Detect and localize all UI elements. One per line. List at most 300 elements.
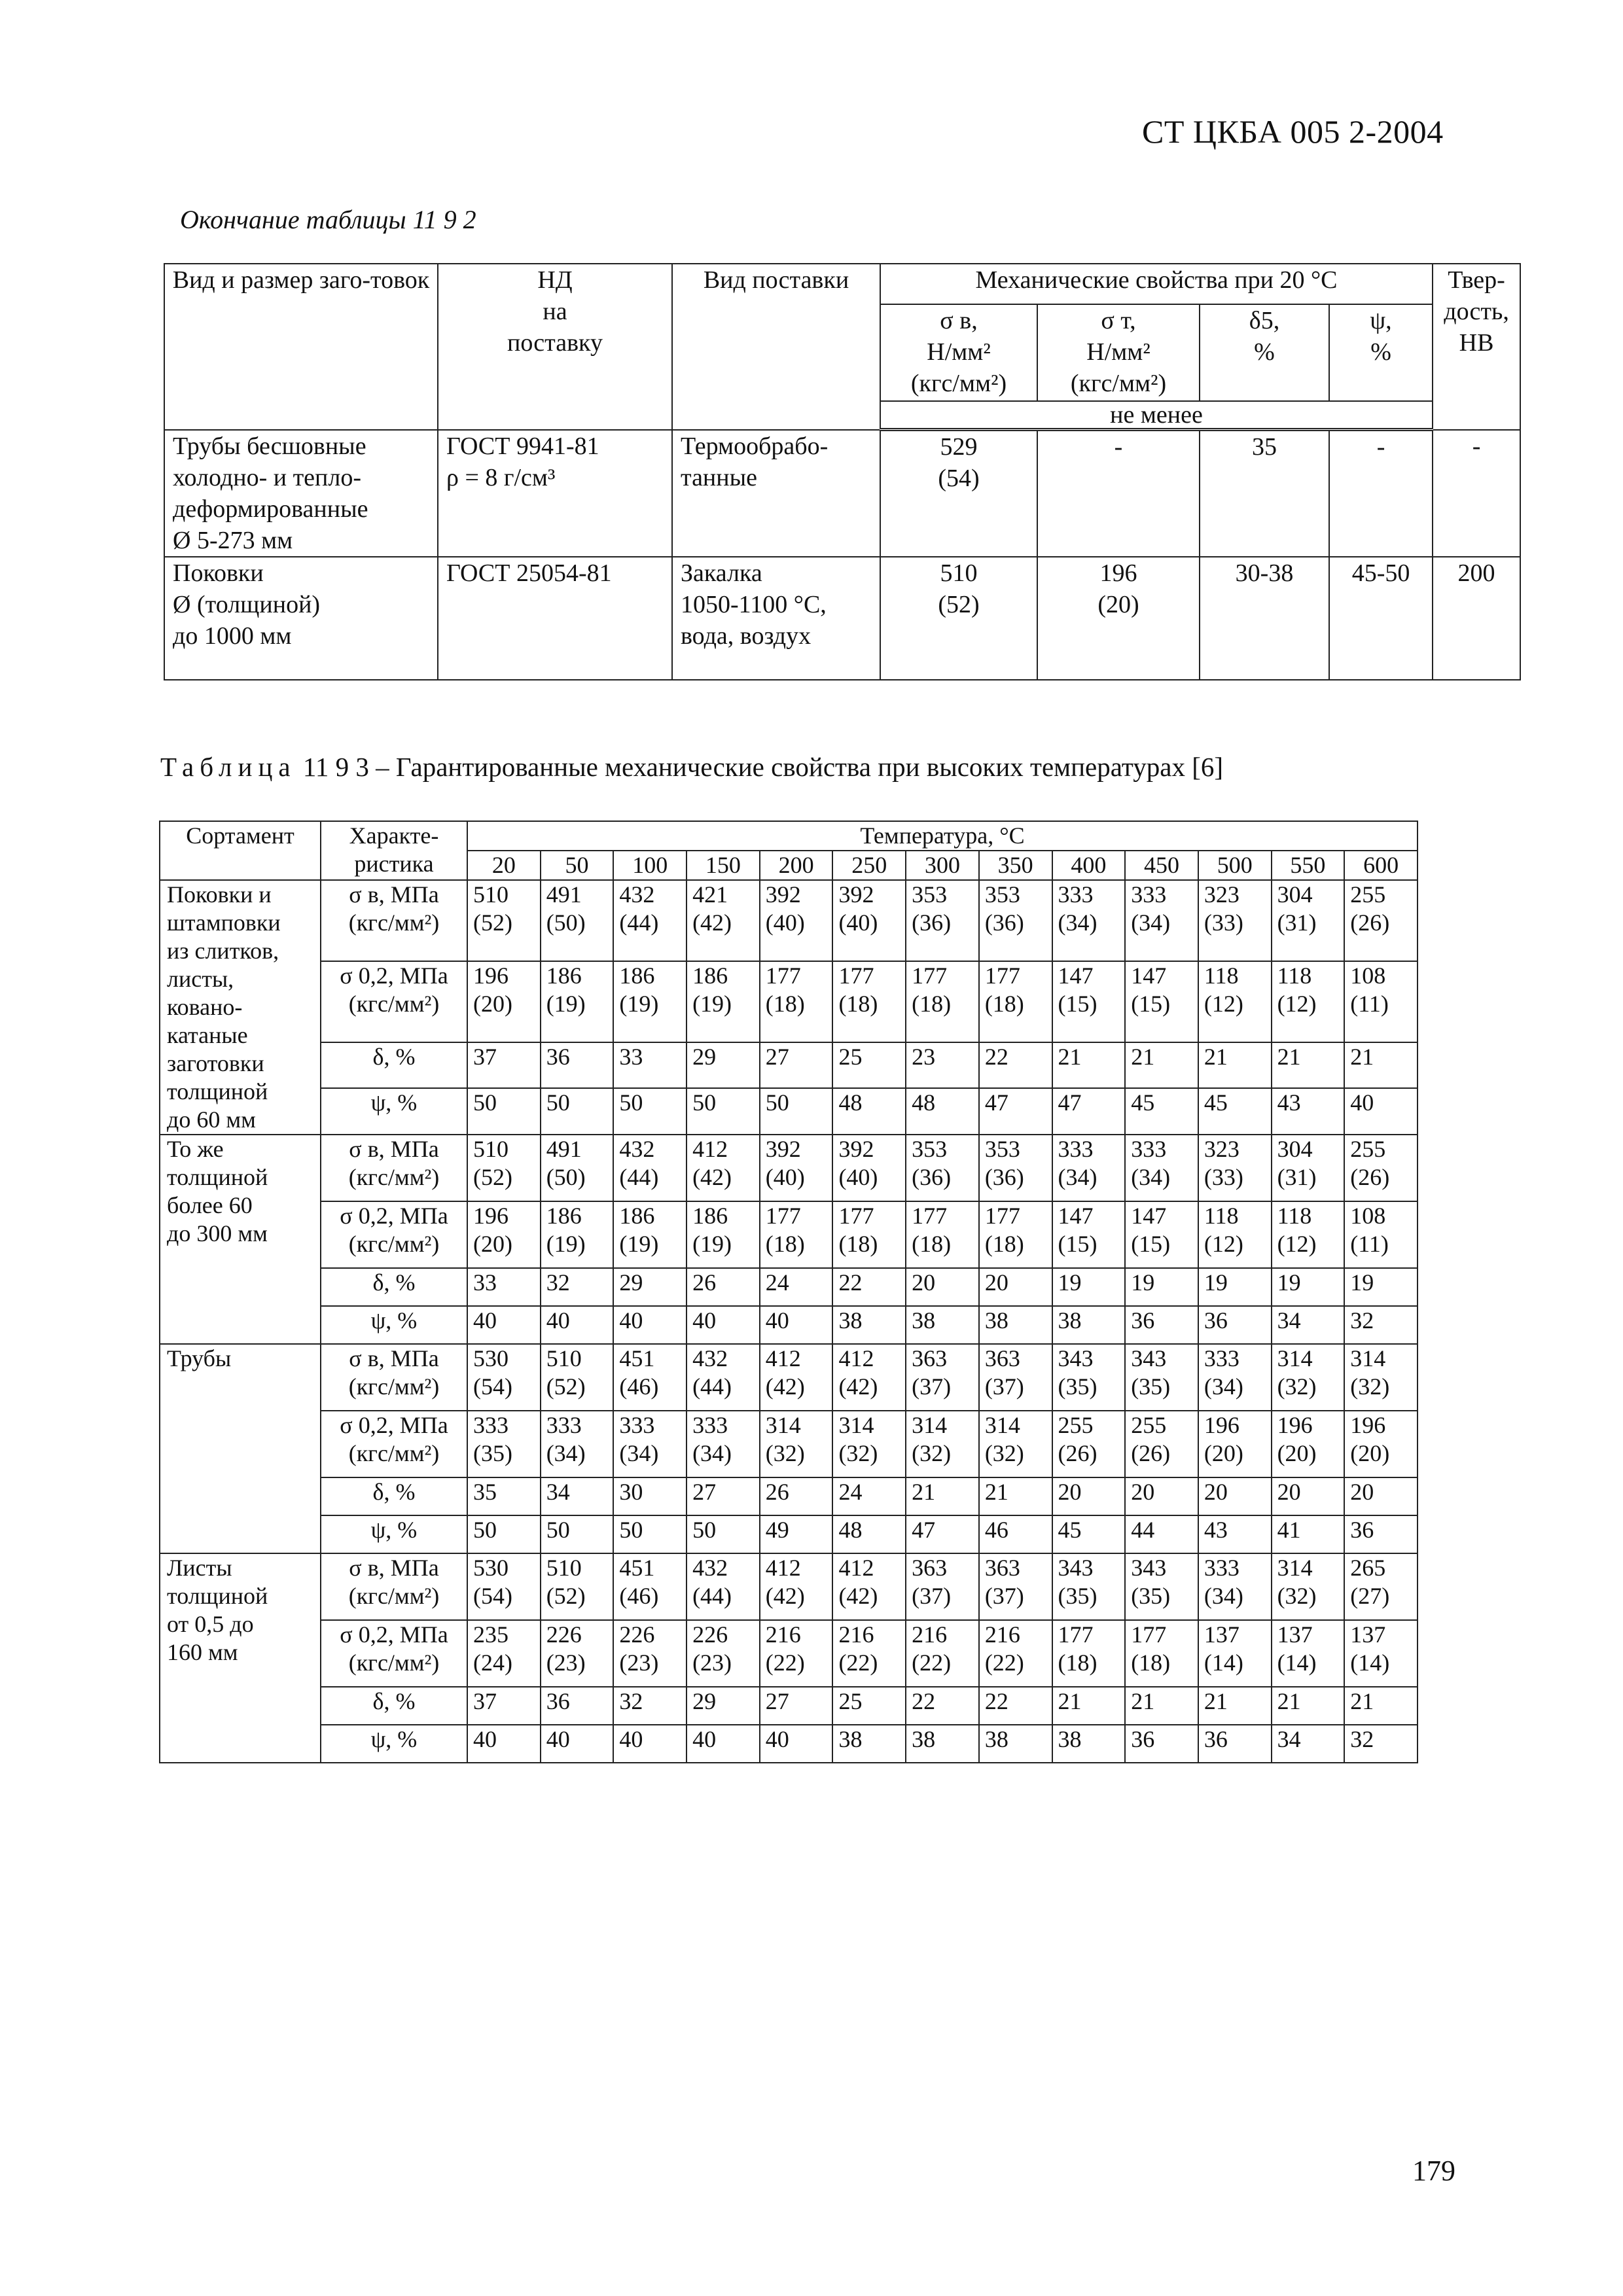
- value-line: 40: [1350, 1089, 1374, 1116]
- value-line: 45: [1058, 1517, 1082, 1543]
- value-line: 392: [765, 881, 801, 908]
- value-line: 392: [838, 1136, 874, 1162]
- value-line: 196: [473, 1203, 508, 1229]
- value-cell: [1272, 880, 1345, 961]
- value-cell: [467, 1201, 541, 1268]
- value-line: (32): [984, 1440, 1024, 1466]
- value-line: 19: [1058, 1269, 1082, 1296]
- value-line: 32: [546, 1269, 570, 1296]
- value-cell: [467, 1477, 541, 1515]
- value-cell: [979, 1725, 1052, 1763]
- value-line: (34): [1131, 910, 1171, 936]
- value-cell: [1272, 1620, 1345, 1687]
- value-cell: [832, 1201, 906, 1268]
- cell-characteristic: [321, 1135, 467, 1201]
- cell-hardness: [1433, 557, 1520, 680]
- value-cell: [541, 1201, 614, 1268]
- value-line: (44): [619, 910, 659, 936]
- value-cell: [832, 1553, 906, 1620]
- value-line: 45: [1131, 1089, 1155, 1116]
- value-line: 49: [765, 1517, 789, 1543]
- value-line: 186: [619, 1203, 655, 1229]
- value-line: 314: [838, 1412, 874, 1438]
- value-cell: [832, 1515, 906, 1553]
- value-cell: [832, 1344, 906, 1411]
- cell-text: Ø (толщиной): [173, 590, 321, 618]
- value-line: 21: [1350, 1043, 1374, 1070]
- cell-characteristic: [321, 1687, 467, 1725]
- assortment-line: ковано-: [167, 994, 243, 1020]
- value-cell: [687, 1135, 760, 1201]
- characteristic-line: σ в, МПа: [349, 1136, 439, 1162]
- value-line: 323: [1204, 1136, 1240, 1162]
- value-cell: [1052, 1201, 1126, 1268]
- value-cell: [832, 1477, 906, 1515]
- value-cell: [760, 1135, 833, 1201]
- value-line: (50): [546, 910, 586, 936]
- header-delta5-line1: δ5,: [1249, 307, 1280, 334]
- value-line: 333: [473, 1412, 508, 1438]
- table-row: [160, 1687, 1418, 1725]
- value-cell: [1272, 1042, 1345, 1089]
- value-line: 50: [473, 1089, 497, 1116]
- value-cell: [1198, 1725, 1272, 1763]
- value-cell: [1344, 1042, 1418, 1089]
- characteristic-line: ψ, %: [370, 1307, 418, 1333]
- value-cell: [760, 1344, 833, 1411]
- value-cell: [906, 1725, 979, 1763]
- value-cell: [1344, 1201, 1418, 1268]
- value-line: (19): [546, 1231, 586, 1257]
- value-line: (22): [838, 1650, 878, 1676]
- cell-characteristic: [321, 1515, 467, 1553]
- value-line: 29: [619, 1269, 643, 1296]
- value-line: 21: [1058, 1688, 1082, 1714]
- value-line: 21: [1131, 1688, 1155, 1714]
- value-line: 22: [984, 1043, 1008, 1070]
- value-cell: [1052, 1477, 1126, 1515]
- value-cell: [760, 1477, 833, 1515]
- value-line: 412: [692, 1136, 728, 1162]
- cell-text: танные: [681, 463, 758, 491]
- value-line: (46): [619, 1373, 659, 1400]
- cell-psi: [1329, 557, 1433, 680]
- value-line: 33: [619, 1043, 643, 1070]
- characteristic-line: (кгс/мм²): [348, 910, 440, 936]
- value-line: 118: [1204, 1203, 1239, 1229]
- value-cell: [832, 1725, 906, 1763]
- value-line: (11): [1350, 990, 1389, 1017]
- header-sigma-v-line3: (кгс/мм²): [910, 370, 1007, 397]
- characteristic-line: (кгс/мм²): [348, 1440, 440, 1466]
- value-line: 19: [1204, 1269, 1228, 1296]
- value-line: 20: [1131, 1479, 1155, 1505]
- value-line: 412: [838, 1345, 874, 1371]
- value-line: 40: [765, 1726, 789, 1752]
- value-line: 19: [1131, 1269, 1155, 1296]
- value-line: (32): [765, 1440, 805, 1466]
- cell-text: (54): [938, 465, 980, 492]
- value-cell: [467, 1411, 541, 1477]
- value-line: (34): [1058, 910, 1097, 936]
- value-line: 36: [1204, 1307, 1228, 1333]
- header-hardness-line3: НВ: [1459, 329, 1494, 357]
- value-line: (37): [912, 1373, 952, 1400]
- temperature-cell: 150: [687, 851, 760, 880]
- table-row: [160, 1135, 1418, 1201]
- value-line: 432: [619, 881, 655, 908]
- value-cell: [687, 1268, 760, 1306]
- value-line: 412: [765, 1345, 801, 1371]
- value-line: 40: [473, 1307, 497, 1333]
- value-line: 38: [1058, 1726, 1082, 1752]
- value-cell: [1125, 1201, 1198, 1268]
- table-row: [160, 1268, 1418, 1306]
- table-row: [160, 1088, 1418, 1135]
- value-cell: [1344, 1268, 1418, 1306]
- characteristic-line: σ в, МПа: [349, 1345, 439, 1371]
- cell-characteristic: [321, 1201, 467, 1268]
- page-number: 179: [1412, 2155, 1455, 2187]
- value-cell: [906, 1553, 979, 1620]
- value-line: 333: [1058, 881, 1094, 908]
- value-line: 21: [1350, 1688, 1374, 1714]
- header-nd-line1: НД: [537, 266, 573, 294]
- value-line: (42): [838, 1373, 878, 1400]
- cell-characteristic: [321, 1042, 467, 1089]
- value-line: 40: [765, 1307, 789, 1333]
- value-cell: [541, 1687, 614, 1725]
- value-cell: [687, 1201, 760, 1268]
- value-line: 20: [1058, 1479, 1082, 1505]
- value-cell: [979, 1306, 1052, 1344]
- value-line: 510: [473, 1136, 508, 1162]
- value-cell: [979, 1344, 1052, 1411]
- value-cell: [613, 1268, 687, 1306]
- value-line: (34): [692, 1440, 732, 1466]
- value-line: (14): [1204, 1650, 1243, 1676]
- value-line: 147: [1058, 962, 1094, 989]
- table-row: [160, 1515, 1418, 1553]
- value-line: 323: [1204, 881, 1240, 908]
- value-line: (35): [1058, 1373, 1097, 1400]
- value-line: (37): [984, 1583, 1024, 1609]
- value-line: (40): [838, 910, 878, 936]
- value-line: (18): [912, 990, 952, 1017]
- value-cell: [906, 1201, 979, 1268]
- value-line: (18): [984, 990, 1024, 1017]
- table-11-9-3: [159, 821, 1418, 1763]
- value-line: 510: [546, 1345, 582, 1371]
- value-cell: [613, 1135, 687, 1201]
- value-cell: [541, 1620, 614, 1687]
- value-line: (40): [838, 1164, 878, 1190]
- value-line: (42): [765, 1583, 805, 1609]
- value-line: 343: [1131, 1555, 1167, 1581]
- value-cell: [541, 1268, 614, 1306]
- value-line: (54): [473, 1583, 512, 1609]
- value-line: (52): [473, 910, 512, 936]
- value-cell: [613, 1042, 687, 1089]
- value-cell: [1052, 961, 1126, 1042]
- value-line: 36: [1350, 1517, 1374, 1543]
- value-cell: [760, 1687, 833, 1725]
- value-cell: [687, 1306, 760, 1344]
- value-line: 530: [473, 1345, 508, 1371]
- value-cell: [906, 1620, 979, 1687]
- value-cell: [467, 1135, 541, 1201]
- header-nd-line2: на: [543, 298, 567, 325]
- value-line: (36): [984, 910, 1024, 936]
- value-line: 118: [1277, 962, 1312, 989]
- value-line: 20: [984, 1269, 1008, 1296]
- value-cell: [613, 880, 687, 961]
- characteristic-line: ψ, %: [370, 1517, 418, 1543]
- value-line: 20: [912, 1269, 936, 1296]
- value-line: 510: [546, 1555, 582, 1581]
- value-line: 147: [1131, 962, 1167, 989]
- value-line: 226: [692, 1621, 728, 1648]
- characteristic-line: δ, %: [372, 1043, 416, 1070]
- value-line: 21: [1277, 1043, 1301, 1070]
- value-cell: [1272, 1515, 1345, 1553]
- value-line: 29: [692, 1043, 717, 1070]
- cell-characteristic: [321, 1268, 467, 1306]
- value-cell: [1344, 1725, 1418, 1763]
- value-line: (46): [619, 1583, 659, 1609]
- value-cell: [1198, 1135, 1272, 1201]
- temperature-cell: 500: [1198, 851, 1272, 880]
- cell-characteristic: [321, 1306, 467, 1344]
- characteristic-line: ψ, %: [370, 1089, 418, 1116]
- value-line: (37): [984, 1373, 1024, 1400]
- assortment-line: до 60 мм: [167, 1106, 256, 1133]
- value-cell: [832, 1268, 906, 1306]
- value-line: 21: [912, 1479, 936, 1505]
- value-cell: [541, 1306, 614, 1344]
- header-sigma-t-line3: (кгс/мм²): [1070, 370, 1167, 397]
- value-line: (20): [1277, 1440, 1317, 1466]
- value-line: 177: [984, 1203, 1020, 1229]
- value-cell: [613, 1411, 687, 1477]
- assortment-line: толщиной: [167, 1164, 268, 1190]
- value-line: 353: [912, 1136, 948, 1162]
- value-line: 33: [473, 1269, 497, 1296]
- value-line: 363: [912, 1345, 948, 1371]
- value-cell: [1125, 1306, 1198, 1344]
- value-line: 147: [1131, 1203, 1167, 1229]
- value-cell: [541, 1725, 614, 1763]
- value-line: 48: [838, 1517, 863, 1543]
- header-characteristic-line1: Характе-: [349, 822, 439, 849]
- value-line: 29: [692, 1688, 717, 1714]
- value-cell: [1052, 1515, 1126, 1553]
- header-sigma-t-line1: σ т,: [1101, 307, 1136, 334]
- cell-assortment: [160, 1344, 321, 1553]
- cell-delta5: [1200, 557, 1329, 680]
- assortment-line: Листы: [167, 1555, 232, 1581]
- assortment-line: Трубы: [167, 1345, 232, 1371]
- value-line: 26: [692, 1269, 717, 1296]
- value-line: (18): [765, 1231, 805, 1257]
- cell-text: 35: [1252, 433, 1277, 461]
- value-line: 19: [1350, 1269, 1374, 1296]
- value-line: 265: [1350, 1555, 1386, 1581]
- value-line: (34): [546, 1440, 586, 1466]
- value-cell: [1344, 1306, 1418, 1344]
- assortment-line: из слитков,: [167, 938, 279, 964]
- value-cell: [1344, 961, 1418, 1042]
- cell-nd: [438, 430, 672, 557]
- value-cell: [613, 1306, 687, 1344]
- value-cell: [541, 1088, 614, 1135]
- value-line: (23): [692, 1650, 732, 1676]
- value-cell: [1272, 1553, 1345, 1620]
- table-title-label: Таблица: [160, 752, 296, 782]
- value-line: 45: [1204, 1089, 1228, 1116]
- value-cell: [687, 1477, 760, 1515]
- value-line: (42): [692, 910, 732, 936]
- value-cell: [1125, 961, 1198, 1042]
- value-line: (18): [765, 990, 805, 1017]
- cell-text: Термообрабо-: [681, 432, 829, 460]
- value-line: 47: [1058, 1089, 1082, 1116]
- table-row: [164, 430, 1520, 557]
- value-line: (24): [473, 1650, 512, 1676]
- value-line: 216: [984, 1621, 1020, 1648]
- value-line: 333: [1058, 1136, 1094, 1162]
- characteristic-line: (кгс/мм²): [348, 1373, 440, 1400]
- value-line: 21: [1204, 1043, 1228, 1070]
- header-sigma-t-line2: Н/мм²: [1086, 338, 1150, 366]
- value-cell: [760, 1725, 833, 1763]
- value-line: (34): [619, 1440, 659, 1466]
- value-line: (42): [692, 1164, 732, 1190]
- value-cell: [1052, 1042, 1126, 1089]
- value-cell: [687, 961, 760, 1042]
- characteristic-line: σ 0,2, МПа: [340, 962, 448, 989]
- value-cell: [1052, 1553, 1126, 1620]
- value-line: 255: [1058, 1412, 1094, 1438]
- header-size-text: Вид и размер заго-товок: [172, 266, 430, 294]
- value-cell: [1272, 1268, 1345, 1306]
- table-row: [160, 1620, 1418, 1687]
- value-line: 314: [1277, 1345, 1313, 1371]
- value-line: (18): [838, 990, 878, 1017]
- value-cell: [1344, 1088, 1418, 1135]
- cell-text: Ø 5-273 мм: [173, 526, 293, 554]
- value-line: 196: [1350, 1412, 1386, 1438]
- cell-text: 196: [1099, 559, 1137, 587]
- value-cell: [1052, 1687, 1126, 1725]
- value-cell: [541, 1344, 614, 1411]
- value-line: (18): [1131, 1650, 1171, 1676]
- value-line: 20: [1277, 1479, 1301, 1505]
- value-cell: [1198, 1268, 1272, 1306]
- value-line: 22: [912, 1688, 936, 1714]
- value-line: 25: [838, 1043, 863, 1070]
- cell-characteristic: [321, 1477, 467, 1515]
- value-cell: [1198, 1687, 1272, 1725]
- value-cell: [906, 961, 979, 1042]
- assortment-line: листы,: [167, 966, 234, 992]
- header-temperature-text: Температура, °С: [860, 822, 1025, 849]
- cell-sigma-t: [1037, 557, 1200, 680]
- value-line: 412: [838, 1555, 874, 1581]
- value-cell: [979, 880, 1052, 961]
- value-line: 177: [765, 962, 801, 989]
- value-line: (19): [619, 990, 659, 1017]
- value-cell: [1052, 1135, 1126, 1201]
- value-line: (26): [1350, 910, 1390, 936]
- value-line: (34): [1058, 1164, 1097, 1190]
- value-cell: [979, 1620, 1052, 1687]
- characteristic-line: σ 0,2, МПа: [340, 1621, 448, 1648]
- cell-sigma-v: [880, 430, 1037, 557]
- value-line: (32): [1277, 1373, 1317, 1400]
- value-line: 25: [838, 1688, 863, 1714]
- value-line: 40: [473, 1726, 497, 1752]
- value-cell: [541, 1477, 614, 1515]
- value-cell: [979, 1515, 1052, 1553]
- value-line: (15): [1058, 990, 1097, 1017]
- value-line: 196: [1277, 1412, 1313, 1438]
- table-row: [160, 1477, 1418, 1515]
- value-cell: [1272, 1411, 1345, 1477]
- value-cell: [1198, 1042, 1272, 1089]
- value-line: 255: [1350, 881, 1386, 908]
- value-cell: [906, 1135, 979, 1201]
- value-line: (18): [984, 1231, 1024, 1257]
- value-line: 226: [546, 1621, 582, 1648]
- header-hardness: [1433, 264, 1520, 430]
- value-line: 196: [473, 962, 508, 989]
- value-cell: [613, 1088, 687, 1135]
- value-line: 50: [546, 1089, 570, 1116]
- temperature-cell: 250: [832, 851, 906, 880]
- assortment-line: 160 мм: [167, 1639, 238, 1665]
- value-line: 333: [619, 1412, 655, 1438]
- value-line: (12): [1277, 990, 1317, 1017]
- header-not-less: [880, 401, 1433, 430]
- value-line: 343: [1058, 1345, 1094, 1371]
- value-cell: [1272, 1477, 1345, 1515]
- value-line: 314: [1277, 1555, 1313, 1581]
- value-line: 333: [1204, 1345, 1240, 1371]
- assortment-line: катаные: [167, 1022, 248, 1048]
- value-line: 50: [619, 1089, 643, 1116]
- cell-text: ρ = 8 г/см³: [446, 463, 556, 491]
- characteristic-line: ψ, %: [370, 1726, 418, 1752]
- value-line: 177: [912, 1203, 948, 1229]
- table-row: [160, 880, 1418, 961]
- value-cell: [832, 961, 906, 1042]
- value-cell: [1344, 1477, 1418, 1515]
- value-line: 177: [838, 962, 874, 989]
- cell-supply: [672, 557, 880, 680]
- value-cell: [1344, 1135, 1418, 1201]
- value-line: 38: [984, 1307, 1008, 1333]
- value-line: 34: [1277, 1726, 1301, 1752]
- value-cell: [1272, 1687, 1345, 1725]
- cell-text: 45-50: [1351, 559, 1410, 587]
- value-cell: [541, 1042, 614, 1089]
- value-cell: [1198, 1344, 1272, 1411]
- value-cell: [1052, 1725, 1126, 1763]
- value-line: 216: [838, 1621, 874, 1648]
- value-line: 47: [984, 1089, 1008, 1116]
- value-cell: [1344, 1620, 1418, 1687]
